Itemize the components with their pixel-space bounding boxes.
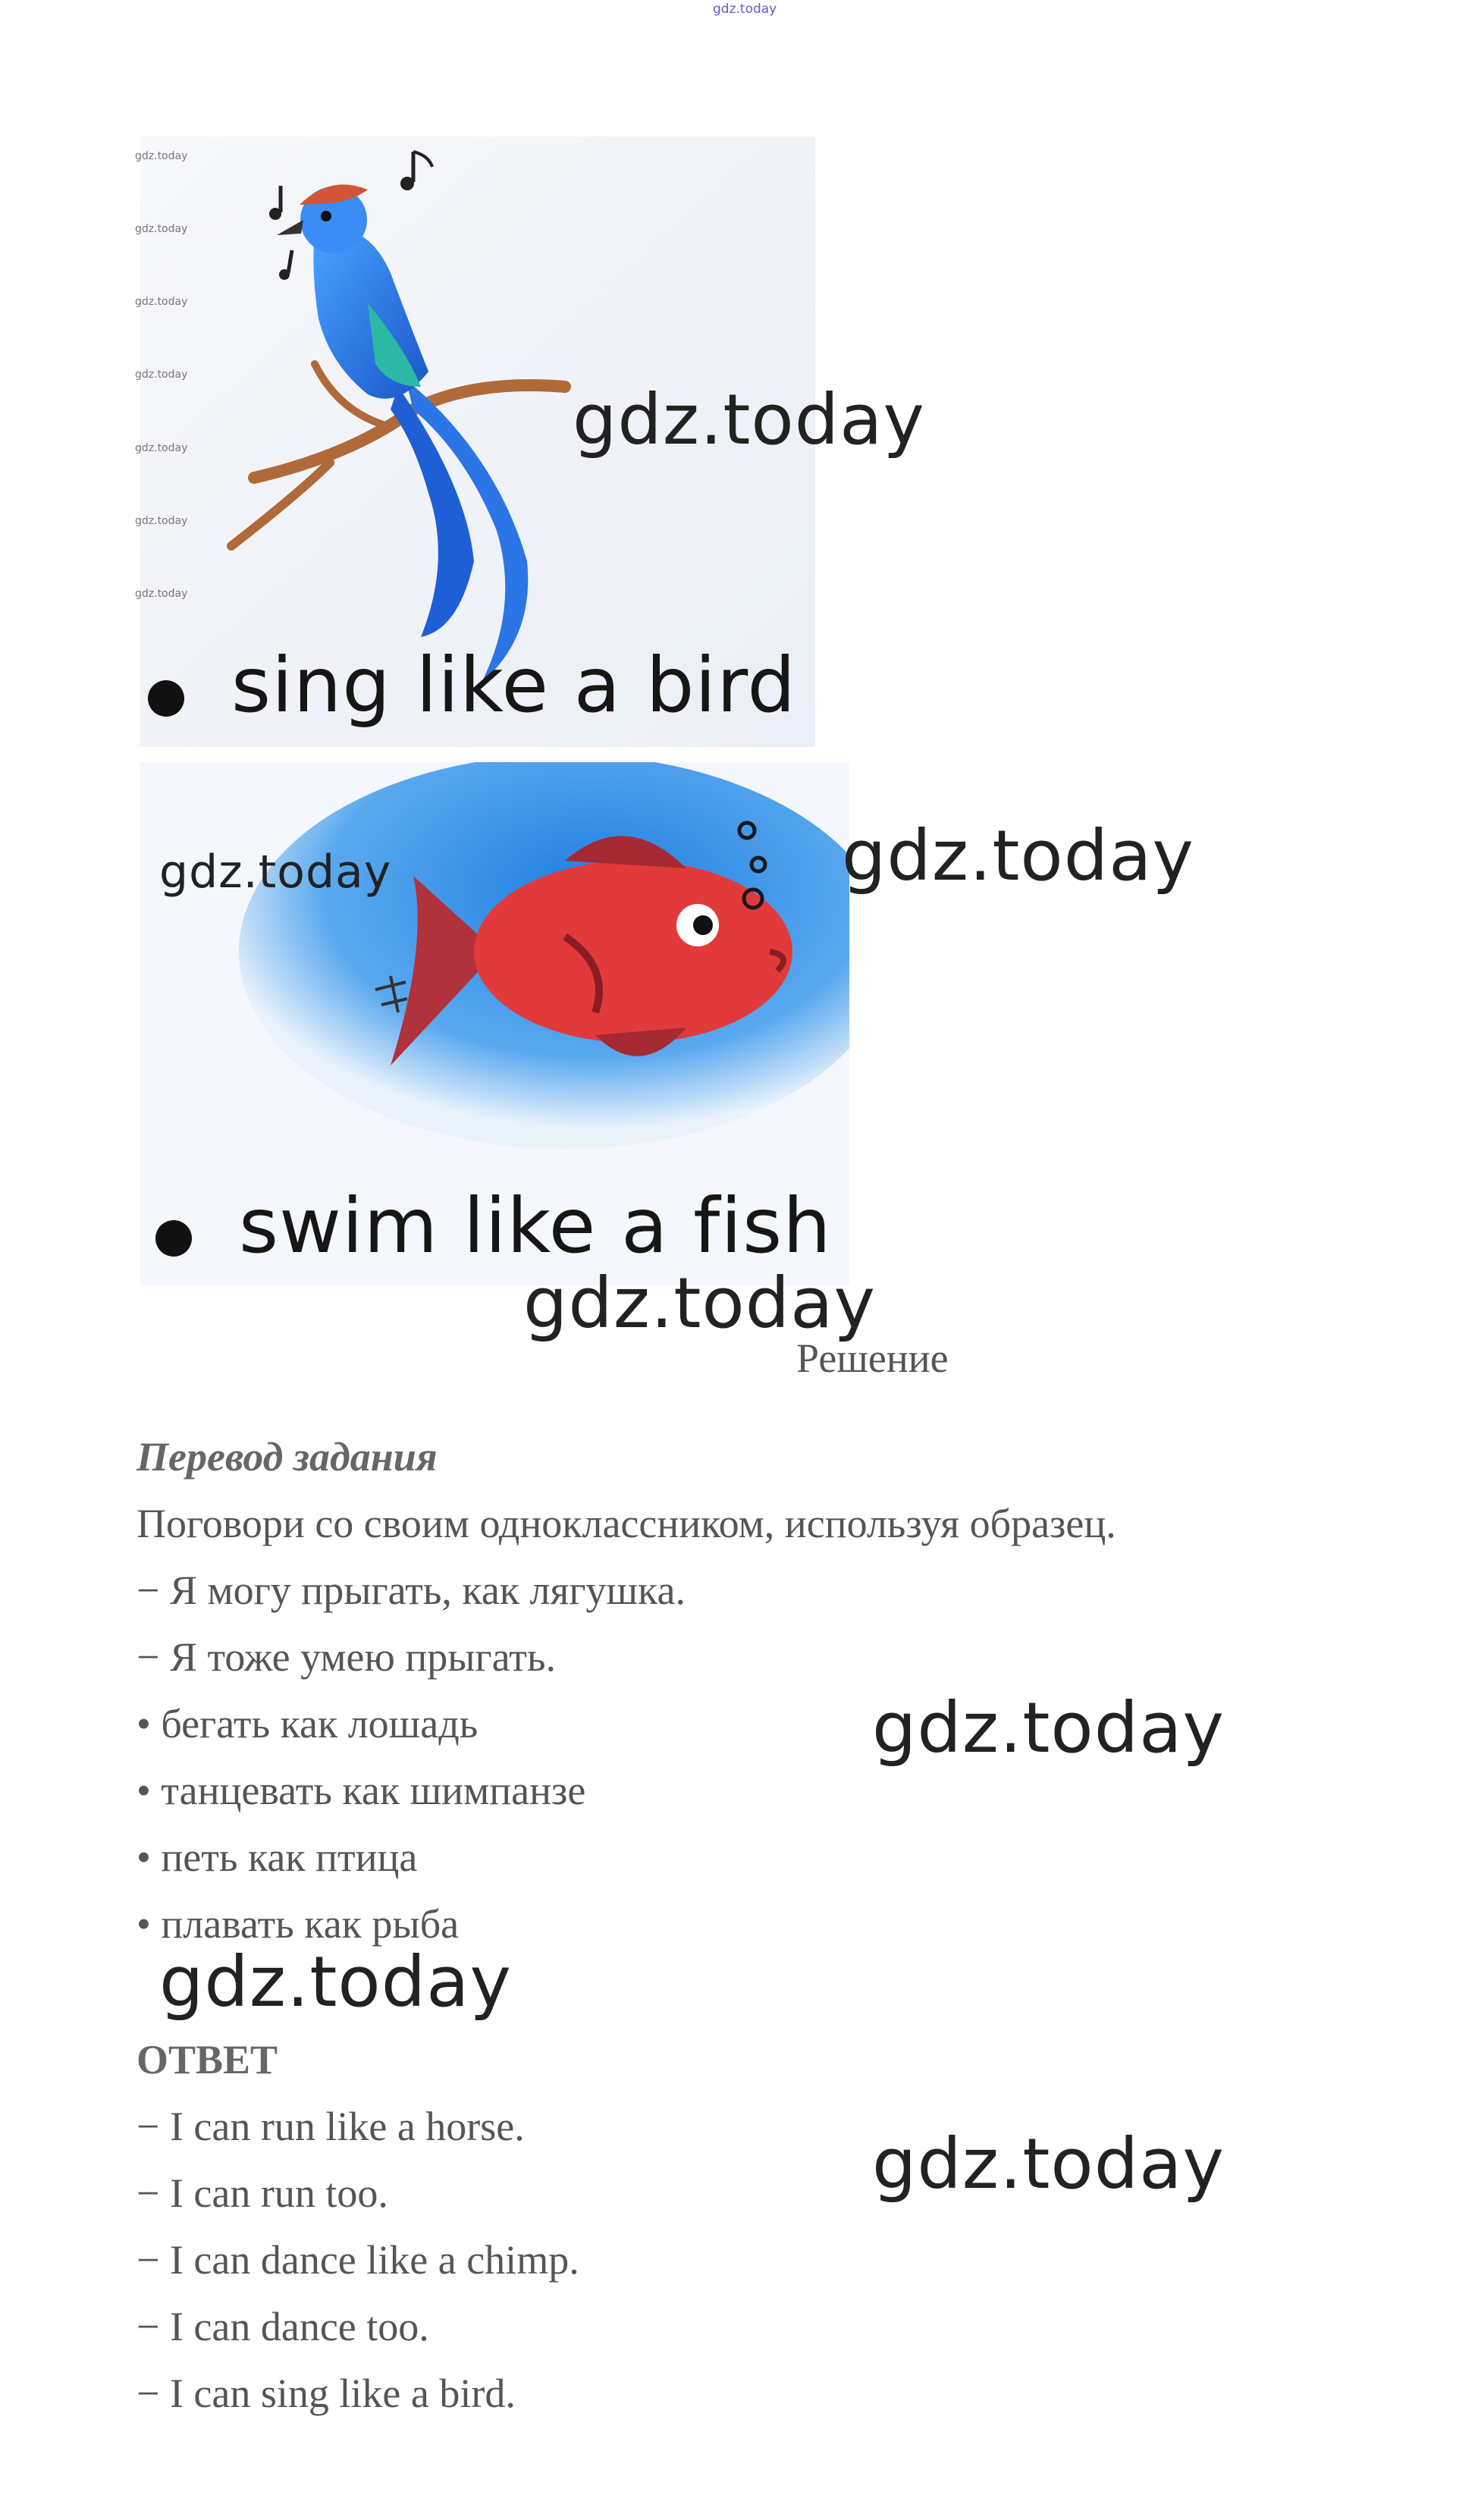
translation-line: • танцевать как шимпанзе [137,1768,586,1813]
translation-heading: Перевод задания [137,1434,438,1480]
answer-line: − I can run like a horse. [137,2104,525,2149]
fish-caption-bullet [155,1220,192,1257]
top-watermark: gdz.today [713,2,777,17]
watermark: gdz.today [159,1941,512,2023]
watermark: gdz.today [872,1687,1225,1768]
answer-line: − I can run too. [137,2170,388,2216]
answer-line: − I can dance too. [137,2304,429,2349]
tiny-watermark: gdz.today [135,296,188,308]
translation-line: • бегать как лошадь [137,1701,479,1746]
tiny-watermark: gdz.today [135,442,188,454]
tiny-watermark: gdz.today [135,150,188,162]
solution-label: Решение [796,1335,949,1381]
tiny-watermark: gdz.today [135,515,188,527]
translation-line: − Я могу прыгать, как лягушка. [137,1568,686,1613]
watermark: gdz.today [573,379,925,460]
answer-line: − I can dance like a chimp. [137,2237,579,2283]
watermark: gdz.today [523,1263,876,1344]
watermark: gdz.today [159,846,392,899]
fish-caption: swim like a fish [239,1182,832,1270]
watermark: gdz.today [872,2123,1225,2205]
translation-line: • петь как птица [137,1834,418,1880]
fish-card [140,762,849,1285]
translation-line: Поговори со своим одноклассником, используя образец. [137,1501,1116,1546]
tiny-watermark: gdz.today [135,588,188,600]
bird-caption-bullet [148,680,184,717]
tiny-watermark: gdz.today [135,369,188,381]
translation-line: − Я тоже умею прыгать. [137,1634,556,1680]
answer-line: − I can sing like a bird. [137,2371,516,2416]
watermark: gdz.today [842,815,1194,896]
tiny-watermark: gdz.today [135,223,188,235]
answer-heading: ОТВЕТ [137,2037,278,2082]
bird-caption: sing like a bird [231,641,796,730]
translation-line: • плавать как рыба [137,1901,460,1947]
